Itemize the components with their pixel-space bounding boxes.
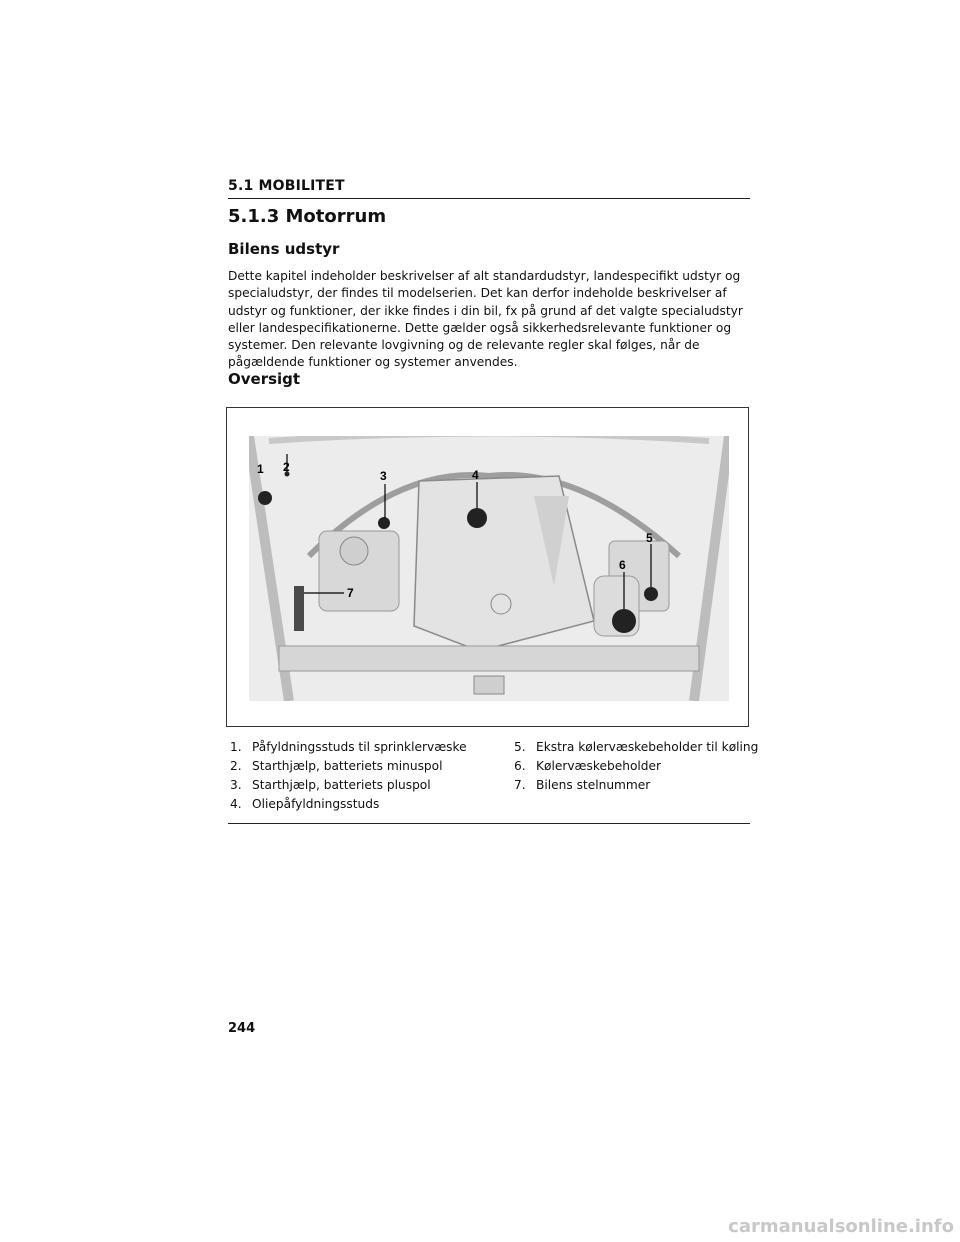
- callout-7: 7: [347, 586, 354, 600]
- legend-item: 4. Oliepåfyldningsstuds: [230, 797, 380, 811]
- page-number: 244: [228, 1021, 256, 1036]
- legend-item: 6. Kølervæskebeholder: [514, 759, 662, 773]
- callout-2: 2: [283, 460, 290, 474]
- legend-item: 2. Starthjælp, batteriets minuspol: [230, 759, 443, 773]
- callout-3: 3: [380, 469, 387, 483]
- callout-1: 1: [257, 462, 264, 476]
- legend-right-column: [512, 738, 758, 795]
- intro-paragraph: Dette kapitel indeholder beskrivelser af alt standardudstyr, landespecifikt udstyr og specialudstyr, der findes til modelserien. Det kan derfor indeholde beskrivelser af udstyr og funktioner, der ikke findes i din bil, fx på grund af det valgte specialudstyr eller landespecifikationerne. Dette gælder også sikkerhedsrelevante funktioner og systemer. Den relevante lovgivning og de relevante regler skal følges, når de pågældende funktioner og systemer anvendes.: [228, 269, 743, 370]
- legend-item: 3. Starthjælp, batteriets pluspol: [230, 778, 431, 792]
- legend-item: 5. Ekstra kølervæskebeholder til køling: [514, 740, 759, 754]
- figure-legend: [228, 738, 759, 820]
- bottom-divider: [228, 823, 750, 824]
- callout-5: 5: [646, 531, 653, 545]
- subheading-overview: Oversigt: [228, 370, 301, 388]
- legend-left-column: [228, 738, 467, 814]
- subheading-equipment: Bilens udstyr: [228, 240, 340, 258]
- engine-bay-illustration: [249, 436, 729, 701]
- legend-item: 1. Påfyldningsstuds til sprinklervæske: [230, 740, 467, 754]
- watermark: carmanualsonline.info: [728, 1216, 954, 1237]
- legend-item: 7. Bilens stelnummer: [514, 778, 651, 792]
- section-header: 5.1 MOBILITET: [228, 178, 750, 199]
- engine-bay-figure: [226, 407, 749, 727]
- callout-6: 6: [619, 558, 626, 572]
- callout-4: 4: [472, 468, 479, 482]
- page-heading: 5.1.3 Motorrum: [228, 206, 387, 227]
